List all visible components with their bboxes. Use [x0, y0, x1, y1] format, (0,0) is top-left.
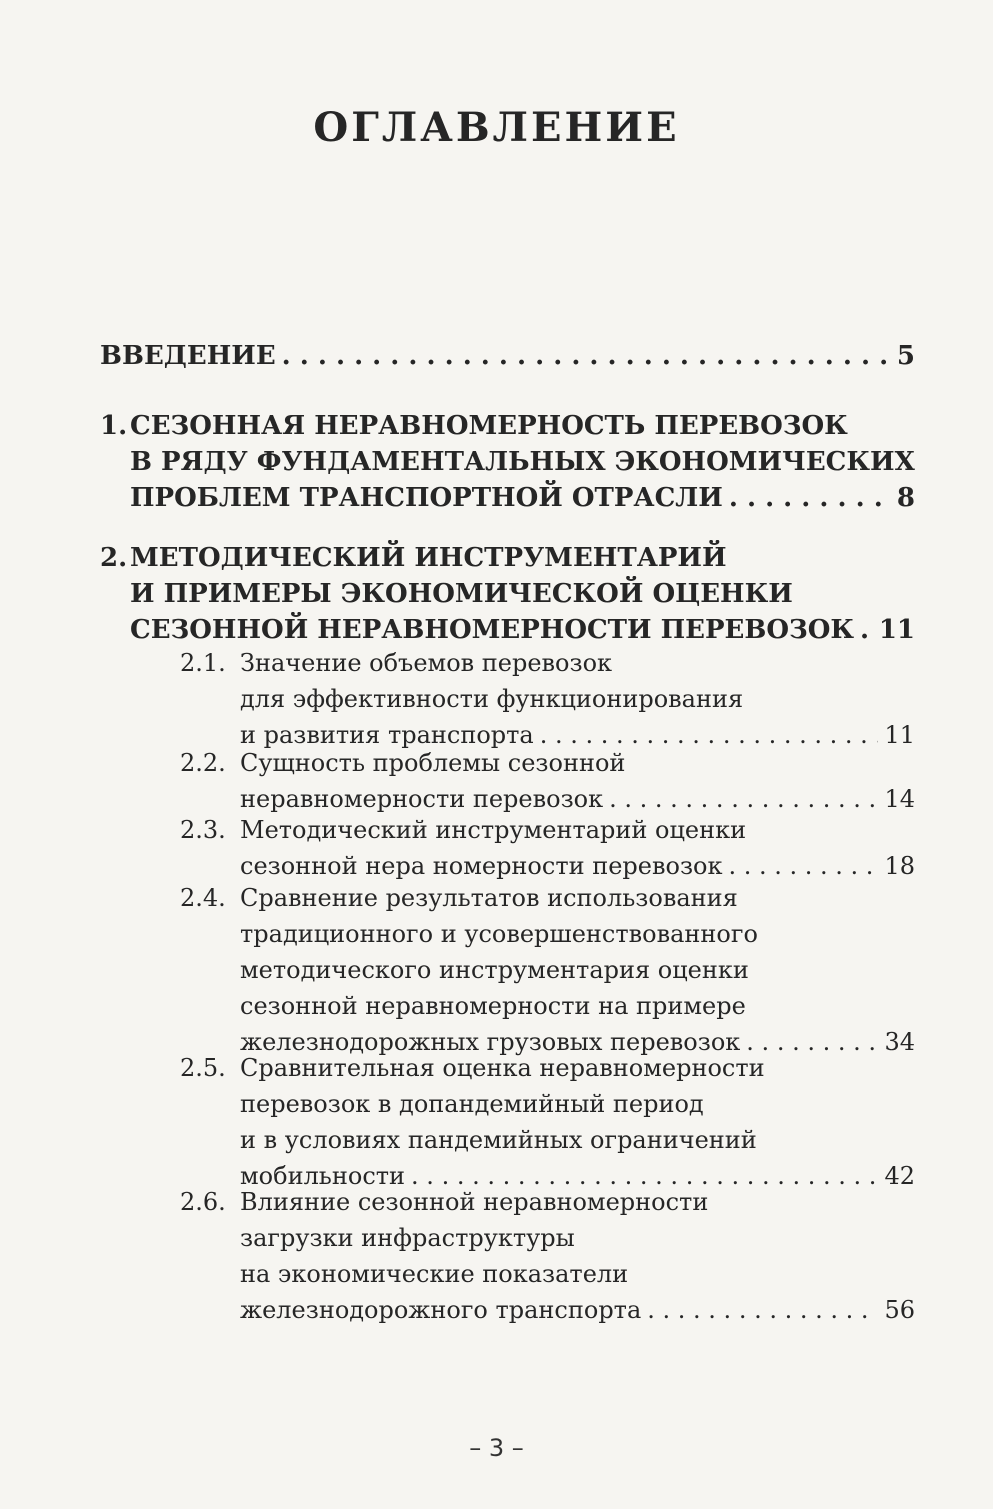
- toc-entry-text: для эффективности функционирования: [240, 685, 744, 713]
- dot-leader: [729, 480, 891, 516]
- toc-entry: [180, 645, 915, 753]
- toc-entry: [180, 1050, 915, 1194]
- toc-page-number: 18: [884, 852, 915, 880]
- toc-page-number: 11: [878, 615, 915, 645]
- toc-entry-text: методического инструментария оценки: [240, 956, 749, 984]
- toc-entry-text: Значение объемов перевозок: [240, 649, 613, 677]
- toc-entry-text: на экономические показатели: [240, 1260, 629, 1288]
- toc-entry-number: 2.2.: [180, 749, 226, 777]
- toc-entry: [180, 880, 915, 1060]
- toc-entry-text: ВВЕДЕНИЕ: [100, 341, 276, 371]
- toc-entry-text: И ПРИМЕРЫ ЭКОНОМИЧЕСКОЙ ОЦЕНКИ: [130, 579, 793, 609]
- toc-entry-number: 2.4.: [180, 884, 226, 912]
- toc-entry-text: железнодорожных грузовых перевозок: [240, 1028, 741, 1056]
- toc-entry-text: и развития транспорта: [240, 721, 534, 749]
- dot-leader: [860, 612, 873, 648]
- toc-entry-text: сезонной неравномерности на примере: [240, 992, 746, 1020]
- toc-entry-text: неравномерности перевозок: [240, 785, 604, 813]
- toc-entry-text: Сравнительная оценка неравномерности: [240, 1054, 765, 1082]
- toc-entry-number: 2.5.: [180, 1054, 226, 1082]
- toc-page-number: 11: [884, 721, 915, 749]
- toc-entry-text: железнодорожного транспорта: [240, 1296, 642, 1324]
- toc-entry-text: сезонной нера номерности перевозок: [240, 852, 723, 880]
- toc-entry-text: СЕЗОННАЯ НЕРАВНОМЕРНОСТЬ ПЕРЕВОЗОК: [130, 411, 848, 441]
- toc-entry-text: Влияние сезонной неравномерности: [240, 1188, 709, 1216]
- dot-leader: [647, 1292, 878, 1328]
- toc-entry: [180, 745, 915, 817]
- toc-page-number: 34: [884, 1028, 915, 1056]
- toc-entry: [180, 1184, 915, 1328]
- toc-page-number: 8: [896, 483, 915, 513]
- toc-entry-number: 1.: [100, 411, 128, 441]
- toc-entry: [100, 408, 915, 516]
- toc-entry-text: МЕТОДИЧЕСКИЙ ИНСТРУМЕНТАРИЙ: [130, 543, 727, 573]
- toc-entry-number: 2.3.: [180, 816, 226, 844]
- toc-entry-text: мобильности: [240, 1162, 406, 1190]
- dot-leader: [282, 338, 891, 374]
- toc-page-number: 42: [884, 1162, 915, 1190]
- toc-entry-text: СЕЗОННОЙ НЕРАВНОМЕРНОСТИ ПЕРЕВОЗОК: [130, 615, 855, 645]
- page-number: – 3 –: [469, 1434, 524, 1462]
- toc-entry: [100, 540, 915, 648]
- toc-entry-text: и в условиях пандемийных ограничений: [240, 1126, 757, 1154]
- toc-entry: [100, 338, 915, 374]
- toc-entry-text: В РЯДУ ФУНДАМЕНТАЛЬНЫХ ЭКОНОМИЧЕСКИХ: [130, 447, 915, 477]
- toc-entry-text: Сущность проблемы сезонной: [240, 749, 626, 777]
- toc-entry-text: перевозок в допандемийный период: [240, 1090, 704, 1118]
- toc-entry-text: Сравнение результатов использования: [240, 884, 738, 912]
- toc-entry: [180, 812, 915, 884]
- dot-leader: [728, 848, 878, 884]
- toc-entry-text: Методический инструментарий оценки: [240, 816, 747, 844]
- toc-page-number: 14: [884, 785, 915, 813]
- page-title: ОГЛАВЛЕНИЕ: [313, 104, 680, 151]
- toc-entry-number: 2.6.: [180, 1188, 226, 1216]
- toc-page-number: 5: [896, 341, 915, 371]
- toc-entry-text: традиционного и усовершенствованного: [240, 920, 758, 948]
- toc-entry-text: загрузки инфраструктуры: [240, 1224, 575, 1252]
- toc-entry-number: 2.: [100, 543, 128, 573]
- toc-entry-text: ПРОБЛЕМ ТРАНСПОРТНОЙ ОТРАСЛИ: [130, 483, 723, 513]
- toc-entry-number: 2.1.: [180, 649, 226, 677]
- toc-page-number: 56: [884, 1296, 915, 1324]
